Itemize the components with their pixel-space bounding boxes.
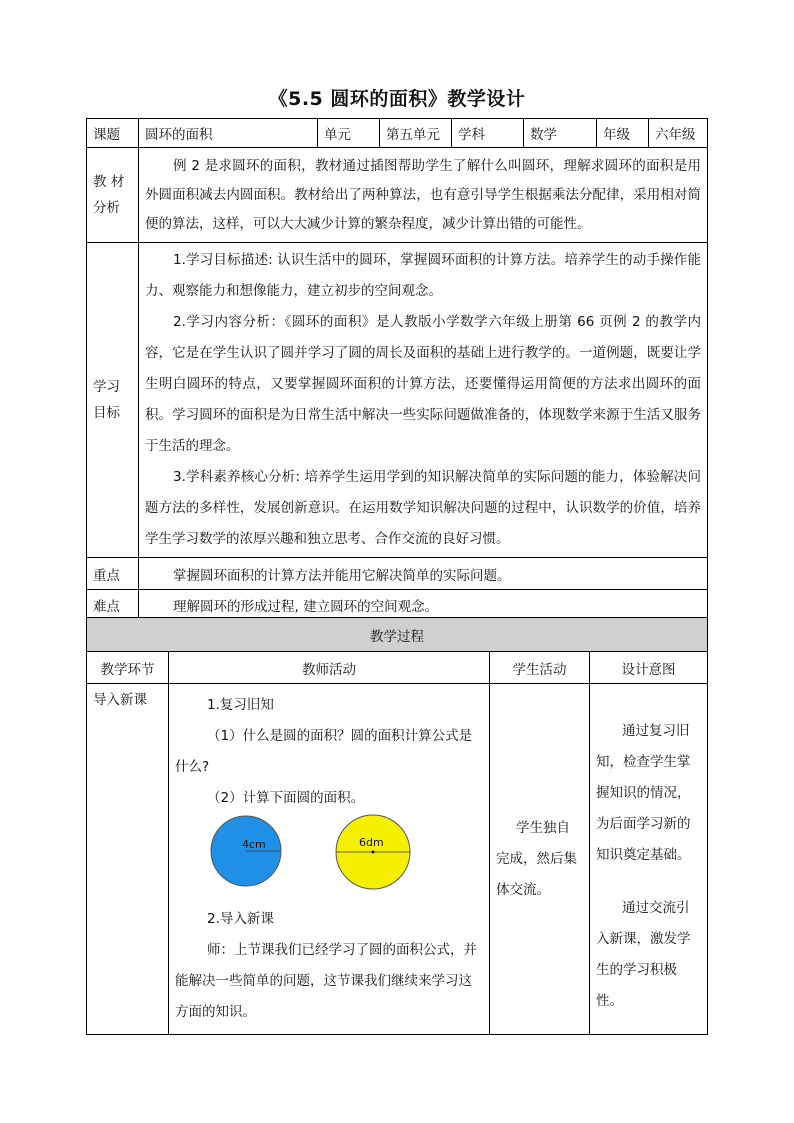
col-teacher-header: 教师活动 [169, 652, 490, 684]
goal-paragraph-2: 2.学习内容分析：《圆环的面积》是人教版小学数学六年级上册第 66 页例 2 的教学内容，它是在学生认识了圆并学习了圆的周长及面积的基础上进行教学的。一道例题，既要让学生明白圆环的特点，又要掌握圆环面积的计算方法，还要懂得运用简便的方法求出圆环的面积。学习圆环的面积是为日常生活中解决一些实际问题做准备的，体现数学来源于生活又服务于生活的理念。 [145, 314, 701, 454]
student-activity-text: 学生独自完成，然后集体交流。 [496, 819, 577, 898]
difficulty-row [87, 590, 708, 621]
teacher-activity-cell [169, 684, 490, 1035]
yellow-circle-label: 6dm [359, 836, 384, 849]
key-point-cell [139, 558, 708, 590]
course-label: 课题 [87, 119, 139, 148]
col-student-header: 学生活动 [490, 652, 590, 684]
info-row [87, 119, 708, 148]
analysis-row [87, 148, 708, 243]
analysis-text: 例 2 是求圆环的面积，教材通过插图帮助学生了解什么叫圆环，理解求圆环的面积是用外圆面积减去内圆面积。教材给出了两种算法，也有意引导学生根据乘法分配律，采用相对简便的算法，这样，可以大大减少计算的繁杂程度，减少计算出错的可能性。 [145, 157, 701, 232]
process-header-row [87, 618, 708, 652]
difficulty-label: 难点 [87, 590, 139, 621]
analysis-label-line2: 分析 [93, 200, 120, 216]
analysis-label [87, 148, 139, 243]
key-point-label: 重点 [87, 558, 139, 590]
teaching-process-table [86, 617, 708, 1035]
difficulty-cell [139, 590, 708, 621]
analysis-label-line1: 教 材 [93, 174, 125, 190]
teacher-intro-span: 师：上节课我们已经学习了圆的面积公式，并能解决一些简单的问题，这节课我们继续来学习这方面的知识。 [175, 942, 477, 1020]
design-intent-cell [590, 684, 708, 1035]
analysis-cell [139, 148, 708, 243]
grade-value: 六年级 [649, 119, 708, 148]
teacher-question-2: （2）计算下面圆的面积。 [207, 790, 365, 806]
circle-figures [175, 814, 483, 904]
difficulty-text: 理解圆环的形成过程, 建立圆环的空间观念。 [173, 599, 439, 615]
col-intent-header: 设计意图 [590, 652, 708, 684]
teacher-question-1: （1）什么是圆的面积？圆的面积计算公式是 [207, 728, 473, 744]
stage-cell [87, 684, 169, 1035]
col-stage-header: 教学环节 [87, 652, 169, 684]
goals-row [87, 243, 708, 558]
teacher-intro-text [175, 935, 483, 1028]
unit-value: 第五单元 [380, 119, 452, 148]
blue-circle-label: 4cm [242, 838, 266, 851]
process-header: 教学过程 [87, 618, 708, 652]
key-point-text: 掌握圆环面积的计算方法并能用它解决简单的实际问题。 [173, 567, 511, 584]
intro-row [87, 684, 708, 1035]
yellow-circle-center [372, 851, 375, 854]
goal-paragraph-3: 3.学科素养核心分析: 培养学生运用学到的知识解决简单的实际问题的能力，体验解决问题方法的多样性，发展创新意识。在运用数学知识解决问题的过程中，认识数学的价值，培养学生学习数学的浓厚兴趣和独立思考、合作交流的良好习惯。 [145, 469, 701, 547]
process-column-headers [87, 652, 708, 684]
goals-label-line1: 学习 [93, 379, 120, 395]
goals-cell [139, 243, 708, 558]
stage-label: 导入新课 [93, 692, 147, 708]
lesson-info-table [86, 118, 708, 621]
goals-label [87, 243, 139, 558]
key-point-row [87, 558, 708, 590]
goal-paragraph-1: 1.学习目标描述: 认识生活中的圆环，掌握圆环面积的计算方法。培养学生的动手操作能力、观察能力和想像能力，建立初步的空间观念。 [145, 252, 701, 299]
grade-label: 年级 [597, 119, 649, 148]
student-activity-cell [490, 684, 590, 1035]
intent-text-2: 通过交流引入新课，激发学生的学习积极性。 [596, 900, 691, 1009]
subject-label: 学科 [452, 119, 524, 148]
circle-diagram [175, 814, 475, 904]
teacher-step-2: 2.导入新课 [207, 911, 274, 927]
goals-label-line2: 目标 [93, 405, 120, 421]
course-value: 圆环的面积 [139, 119, 318, 148]
teacher-question-1-cont: 什么? [175, 759, 210, 775]
page-title: 《5.5 圆环的面积》教学设计 [268, 88, 526, 110]
unit-label: 单元 [318, 119, 380, 148]
teacher-step-1: 1.复习旧知 [207, 697, 274, 713]
subject-value: 数学 [524, 119, 597, 148]
intent-text-1: 通过复习旧知，检查学生掌握知识的情况，为后面学习新的知识奠定基础。 [596, 723, 691, 863]
